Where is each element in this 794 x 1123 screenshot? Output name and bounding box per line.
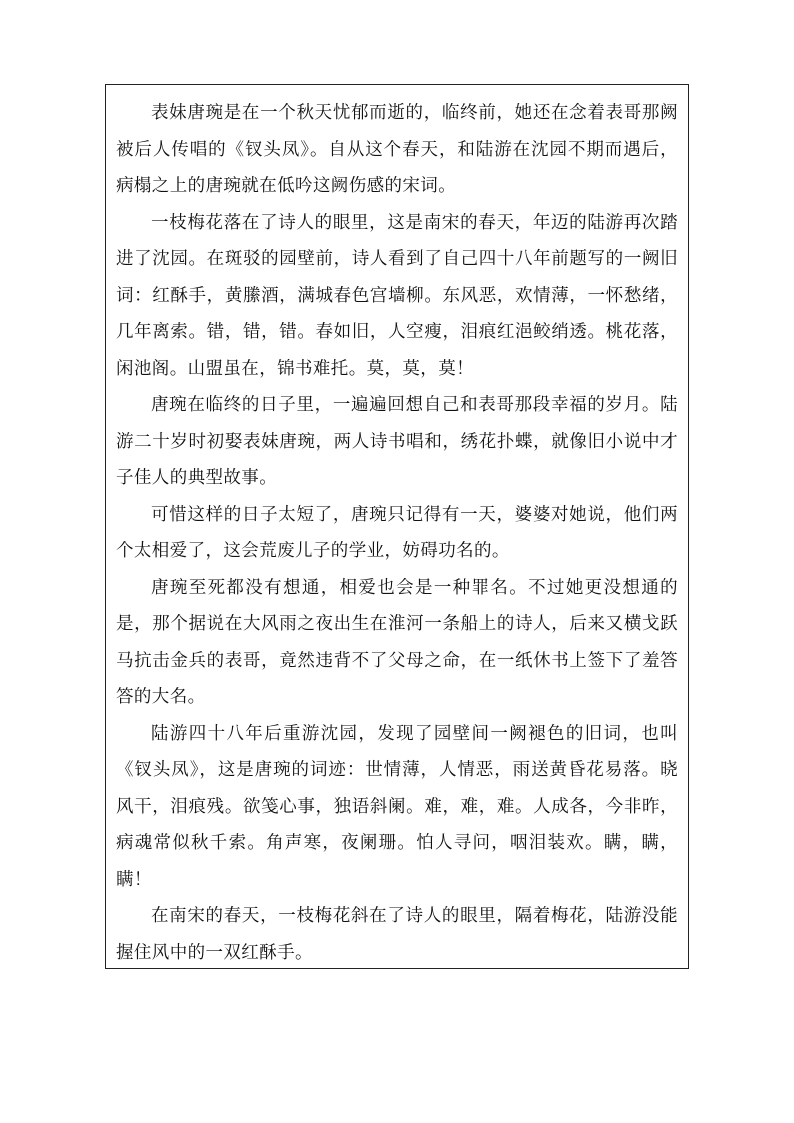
paragraph-2: 一枝梅花落在了诗人的眼里，这是南宋的春天，年迈的陆游再次踏进了沈园。在斑驳的园壁前，诗人看到了自己四十八年前题写的一阙旧词：红酥手，黄縢酒，满城春色宫墙柳。东风恶，欢情薄，一怀愁绪，几年离索。错，错，错。春如旧，人空瘦，泪痕红浥鲛绡透。桃花落，闲池阁。山盟虽在，锦书难托。莫，莫，莫！ [116, 212, 678, 379]
paragraph-4: 可惜这样的日子太短了，唐琬只记得有一天，婆婆对她说，他们两个太相爱了，这会荒废儿子的学业，妨碍功名的。 [116, 504, 678, 561]
text-box [105, 84, 689, 969]
paragraph-5: 唐琬至死都没有想通，相爱也会是一种罪名。不过她更没想通的是，那个据说在大风雨之夜出生在淮河一条船上的诗人，后来又横戈跃马抗击金兵的表哥，竟然违背不了父母之命，在一纸休书上签下了羞答答的大名。 [116, 577, 678, 707]
paragraph-1: 表妹唐琬是在一个秋天忧郁而逝的，临终前，她还在念着表哥那阙被后人传唱的《钗头凤》。自从这个春天，和陆游在沈园不期而遇后，病榻之上的唐琬就在低吟这阙伤感的宋词。 [116, 103, 678, 196]
paragraph-6: 陆游四十八年后重游沈园，发现了园壁间一阙褪色的旧词，也叫《钗头凤》，这是唐琬的词迹：世情薄，人情恶，雨送黄昏花易落。晓风干，泪痕残。欲笺心事，独语斜阑。难，难，难。人成各，今非昨，病魂常似秋千索。角声寒，夜阑珊。怕人寻问，咽泪装欢。瞒，瞒，瞒！ [116, 723, 678, 890]
paragraph-3: 唐琬在临终的日子里，一遍遍回想自己和表哥那段幸福的岁月。陆游二十岁时初娶表妹唐琬，两人诗书唱和，绣花扑蝶，就像旧小说中才子佳人的典型故事。 [116, 395, 678, 488]
paragraph-7: 在南宋的春天，一枝梅花斜在了诗人的眼里，隔着梅花，陆游没能握住风中的一双红酥手。 [116, 906, 678, 963]
